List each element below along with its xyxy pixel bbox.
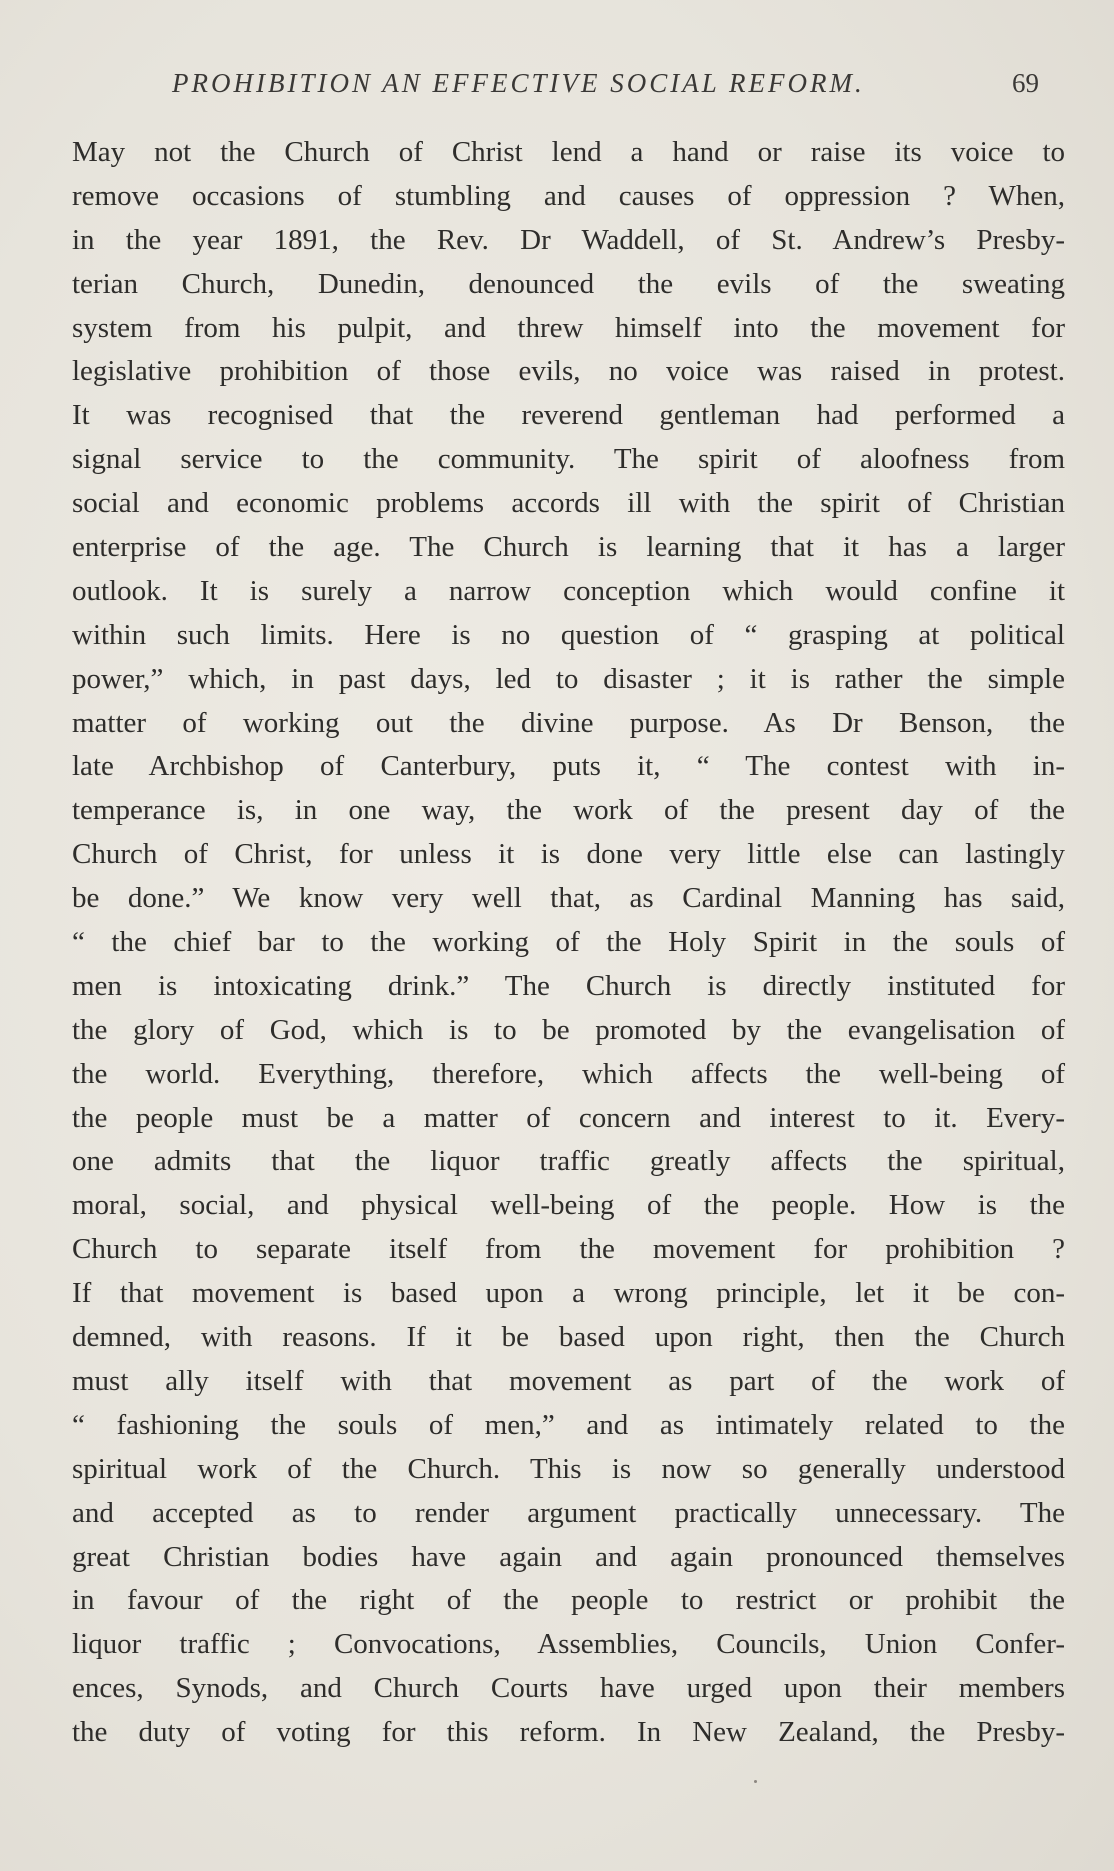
text-line: social and economic problems accords ill with the spirit of Christian — [72, 487, 1065, 520]
text-line: spiritual work of the Church. This is now so generally understood — [72, 1452, 1065, 1485]
text-line: and accepted as to render argument practically unnecessary. The — [72, 1496, 1065, 1529]
text-line: men is intoxicating drink.” The Church is directly instituted for — [72, 969, 1065, 1002]
text-line: be done.” We know very well that, as Cardinal Manning has said, — [72, 882, 1065, 915]
text-line: enterprise of the age. The Church is learning that it has a larger — [72, 531, 1065, 564]
text-line: moral, social, and physical well-being of the people. How is the — [72, 1189, 1065, 1222]
text-line: If that movement is based upon a wrong principle, let it be con- — [72, 1277, 1065, 1310]
text-line: system from his pulpit, and threw himself into the movement for — [72, 311, 1065, 344]
text-line: one admits that the liquor traffic greatly affects the spiritual, — [72, 1145, 1065, 1178]
text-line: must ally itself with that movement as part of the work of — [72, 1364, 1065, 1397]
text-line: the glory of God, which is to be promoted by the evangelisation of — [72, 1013, 1065, 1046]
text-line: It was recognised that the reverend gentleman had performed a — [72, 399, 1065, 432]
text-line: matter of working out the divine purpose. As Dr Benson, the — [72, 706, 1065, 739]
text-line: liquor traffic ; Convocations, Assemblies, Councils, Union Confer- — [72, 1628, 1065, 1661]
text-line: within such limits. Here is no question of “ grasping at political — [72, 618, 1065, 651]
text-line: May not the Church of Christ lend a hand or raise its voice to — [72, 136, 1065, 168]
text-line: the world. Everything, therefore, which affects the well-being of — [72, 1057, 1065, 1090]
text-line: the people must be a matter of concern and interest to it. Every- — [72, 1101, 1065, 1134]
text-line: the duty of voting for this reform. In New Zealand, the Presby- — [72, 1716, 1065, 1749]
text-line: outlook. It is surely a narrow conception which would confine it — [72, 574, 1065, 607]
text-line: in the year 1891, the Rev. Dr Waddell, of St. Andrew’s Presby- — [72, 223, 1065, 256]
text-line: late Archbishop of Canterbury, puts it, “ The contest with in- — [72, 750, 1065, 783]
text-line: legislative prohibition of those evils, no voice was raised in protest. — [72, 355, 1065, 388]
page-number: 69 — [1012, 68, 1039, 98]
text-line: Church of Christ, for unless it is done very little else can lastingly — [72, 838, 1065, 871]
text-line: temperance is, in one way, the work of the present day of the — [72, 794, 1065, 827]
running-title: PROHIBITION AN EFFECTIVE SOCIAL REFORM. — [172, 68, 865, 98]
body-text — [72, 131, 1065, 1755]
text-line: “ the chief bar to the working of the Holy Spirit in the souls of — [72, 926, 1065, 959]
text-line: in favour of the right of the people to restrict or prohibit the — [72, 1584, 1065, 1617]
paper-speck — [754, 1780, 757, 1783]
text-line: “ fashioning the souls of men,” and as intimately related to the — [72, 1408, 1065, 1441]
text-line: remove occasions of stumbling and causes of oppression ? When, — [72, 179, 1065, 212]
text-line: demned, with reasons. If it be based upon right, then the Church — [72, 1321, 1065, 1354]
text-line: Church to separate itself from the movement for prohibition ? — [72, 1233, 1065, 1266]
text-line: ences, Synods, and Church Courts have urged upon their members — [72, 1672, 1065, 1705]
text-line: great Christian bodies have again and again pronounced themselves — [72, 1540, 1065, 1573]
text-line: power,” which, in past days, led to disaster ; it is rather the simple — [72, 662, 1065, 695]
text-line: signal service to the community. The spirit of aloofness from — [72, 443, 1065, 476]
text-line: terian Church, Dunedin, denounced the evils of the sweating — [72, 267, 1065, 300]
